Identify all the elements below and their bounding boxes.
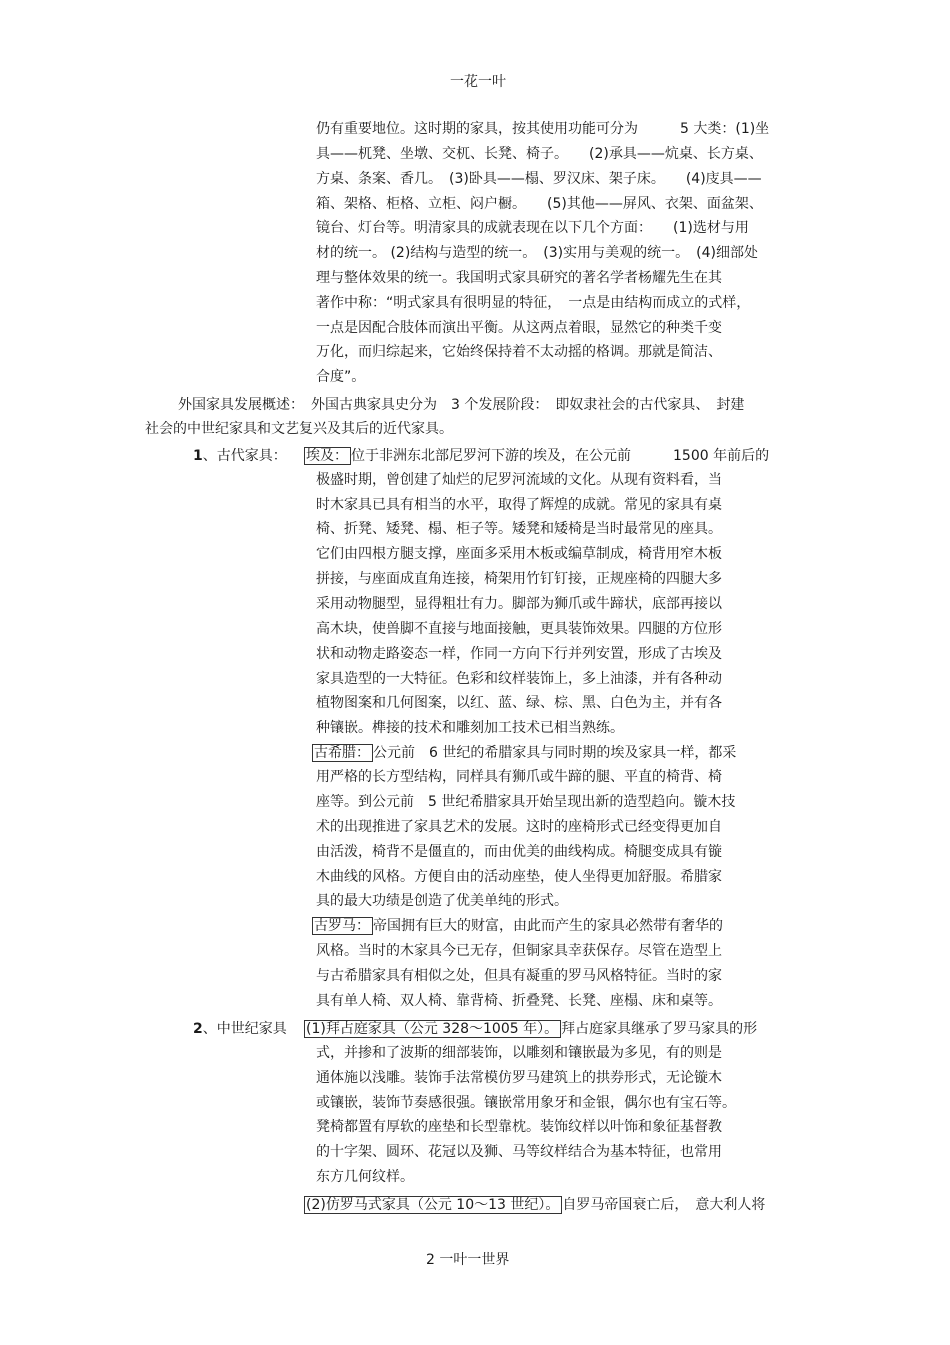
greece-line: 座等。到公元前 5 世纪希腊家具开始呈现出新的造型趋向。镟木技 — [316, 794, 736, 810]
byzantine-first-line — [304, 1020, 757, 1038]
section-label: 、中世纪家具 — [202, 1021, 287, 1037]
romanesque-first-text: 自罗马帝国衰亡后， 意大利人将 — [562, 1197, 766, 1213]
greece-line: 术的出现推进了家具艺术的发展。这时的座椅形式已经变得更加自 — [316, 819, 722, 835]
egypt-line: 它们由四根方腿支撑，座面多采用木板或编草制成，椅背用窄木板 — [316, 546, 722, 562]
rome-first-line — [312, 917, 723, 935]
overview-line-2: 社会的中世纪家具和文艺复兴及其后的近代家具。 — [145, 421, 453, 437]
section-ancient-heading — [193, 447, 287, 465]
section-number: 2 — [193, 1021, 203, 1037]
intro-line: 合度”。 — [316, 369, 366, 385]
egypt-line: 采用动物腿型，显得粗壮有力。脚部为狮爪或牛蹄状，底部再接以 — [316, 596, 722, 612]
byzantine-tag: (1)拜占庭家具（公元 328～1005 年）。 — [304, 1020, 561, 1038]
egypt-line: 极盛时期，曾创建了灿烂的尼罗河流域的文化。从现有资料看，当 — [316, 472, 722, 488]
greece-first-line — [312, 744, 736, 762]
egypt-first-text: 位于非洲东北部尼罗河下游的埃及，在公元前 1500 年前后的 — [351, 448, 770, 464]
intro-line: 理与整体效果的统一。我国明式家具研究的著名学者杨耀先生在其 — [316, 270, 722, 286]
intro-line: 镜台、灯台等。明清家具的成就表现在以下几个方面： (1)选材与用 — [316, 220, 749, 236]
egypt-line: 拼接，与座面成直角连接，椅架用竹钉钉接，正规座椅的四腿大多 — [316, 571, 722, 587]
intro-line: 箱、架格、柜格、立柜、闷户橱。 (5)其他——屏风、衣架、面盆架、 — [316, 196, 763, 212]
byzantine-line: 凳椅都置有厚软的座垫和长型靠枕。装饰纹样以叶饰和象征基督教 — [316, 1119, 722, 1135]
egypt-line: 椅、折凳、矮凳、榻、柜子等。矮凳和矮椅是当时最常见的座具。 — [316, 521, 722, 537]
intro-line: 万化，而归综起来，它始终保持着不太动摇的格调。那就是简洁、 — [316, 344, 722, 360]
intro-line: 具——杌凳、坐墩、交杌、长凳、椅子。 (2)承具——炕桌、长方桌、 — [316, 146, 763, 162]
egypt-first-line — [304, 447, 769, 465]
romanesque-tag: (2)仿罗马式家具（公元 10～13 世纪）。 — [304, 1196, 562, 1214]
rome-line: 风格。当时的木家具今已无存，但铜家具幸获保存。尽管在造型上 — [316, 943, 722, 959]
page-footer: 2 一叶一世界 — [426, 1252, 510, 1268]
rome-line: 具有单人椅、双人椅、靠背椅、折叠凳、长凳、座榻、床和桌等。 — [316, 993, 722, 1009]
greece-line: 由活泼，椅背不是僵直的，而由优美的曲线构成。椅腿变成具有镟 — [316, 844, 722, 860]
egypt-line: 家具造型的一大特征。色彩和纹样装饰上，多上油漆，并有各种动 — [316, 671, 722, 687]
section-label: 、古代家具： — [202, 448, 287, 464]
greece-line: 具的最大功绩是创造了优美单纯的形式。 — [316, 893, 568, 909]
byzantine-line: 式，并掺和了波斯的细部装饰，以雕刻和镶嵌最为多见，有的则是 — [316, 1045, 722, 1061]
byzantine-line: 的十字架、圆环、花冠以及狮、马等纹样结合为基本特征，也常用 — [316, 1144, 722, 1160]
egypt-tag: 埃及： — [304, 447, 351, 465]
greece-first-text: 公元前 6 世纪的希腊家具与同时期的埃及家具一样，都采 — [373, 745, 737, 761]
intro-line: 著作中称：“明式家具有很明显的特征， 一点是由结构而成立的式样， — [316, 295, 751, 311]
intro-line: 一点是因配合肢体而演出平衡。从这两点着眼，显然它的种类千变 — [316, 320, 722, 336]
rome-tag: 古罗马： — [312, 917, 373, 935]
egypt-line: 植物图案和几何图案，以红、蓝、绿、棕、黑、白色为主，并有各 — [316, 695, 722, 711]
byzantine-line: 或镶嵌，装饰节奏感很强。镶嵌常用象牙和金银，偶尔也有宝石等。 — [316, 1095, 736, 1111]
byzantine-line: 通体施以浅雕。装饰手法常模仿罗马建筑上的拱券形式，无论镟木 — [316, 1070, 722, 1086]
romanesque-first-line — [304, 1196, 765, 1214]
intro-line: 方桌、条案、香几。 (3)卧具——榻、罗汉床、架子床。 (4)庋具—— — [316, 171, 762, 187]
section-number: 1 — [193, 448, 203, 464]
page-header: 一花一叶 — [450, 74, 506, 90]
egypt-line: 状和动物走路姿态一样，作同一方向下行并列安置，形成了古埃及 — [316, 646, 722, 662]
intro-line: 材的统一。 (2)结构与造型的统一。 (3)实用与美观的统一。 (4)细部处 — [316, 245, 758, 261]
egypt-line: 高木块，使兽脚不直接与地面接触，更具装饰效果。四腿的方位形 — [316, 621, 722, 637]
byzantine-first-text: 拜占庭家具继承了罗马家具的形 — [561, 1021, 758, 1037]
intro-line: 仍有重要地位。这时期的家具，按其使用功能可分为 5 大类：(1)坐 — [316, 121, 770, 137]
rome-line: 与古希腊家具有相似之处，但具有凝重的罗马风格特征。当时的家 — [316, 968, 722, 984]
greece-line: 用严格的长方型结构，同样具有狮爪或牛蹄的腿、平直的椅背、椅 — [316, 769, 722, 785]
greece-line: 木曲线的风格。方便自由的活动座垫，使人坐得更加舒服。希腊家 — [316, 869, 722, 885]
egypt-line: 时木家具已具有相当的水平，取得了辉煌的成就。常见的家具有桌 — [316, 497, 722, 513]
egypt-line: 种镶嵌。榫接的技术和雕刻加工技术已相当熟练。 — [316, 720, 624, 736]
greece-tag: 古希腊： — [312, 744, 373, 762]
byzantine-line: 东方几何纹样。 — [316, 1169, 414, 1185]
overview-line-1: 外国家具发展概述： 外国古典家具史分为 3 个发展阶段： 即奴隶社会的古代家具、 封建 — [178, 397, 745, 413]
rome-first-text: 帝国拥有巨大的财富，由此而产生的家具必然带有奢华的 — [373, 918, 723, 934]
section-medieval-heading — [193, 1020, 287, 1038]
